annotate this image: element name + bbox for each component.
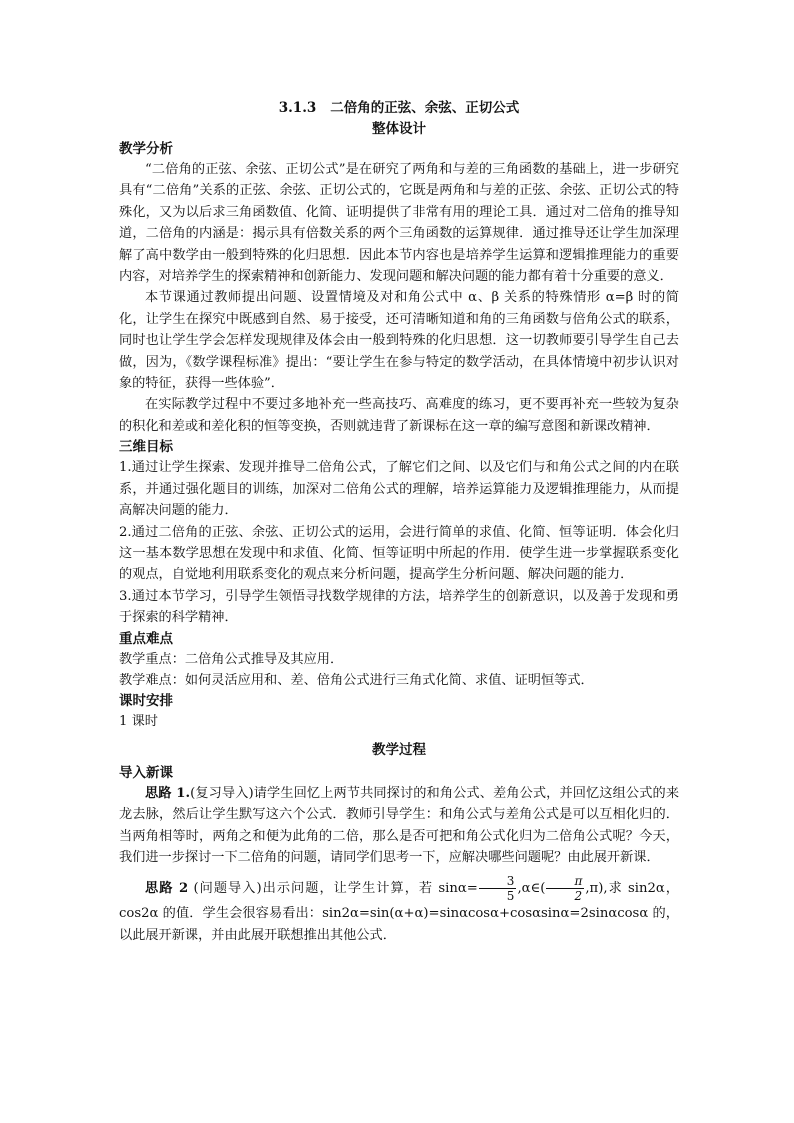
idea-2-mid: ,α∈( <box>517 881 546 897</box>
fraction-3-5 <box>479 874 517 903</box>
fraction-3-5-numerator: 3 <box>479 874 517 889</box>
document-subtitle: 整体设计 <box>372 121 426 137</box>
idea-2-paragraph <box>119 874 679 946</box>
idea-1-label: 思路 1. <box>145 785 191 801</box>
document-title <box>119 98 679 119</box>
fraction-pi-2-numerator: π <box>546 874 584 889</box>
analysis-paragraph-3: 在实际教学过程中不要过多地补充一些高技巧、高难度的练习，更不要再补充一些较为复杂的积化和差或和差化积的恒等变换，否则就违背了新课标在这一章的编写意图和新课改精神． <box>119 397 679 434</box>
heading-intro: 导入新课 <box>119 764 173 781</box>
idea-2-post: ,π),求 sin2α，cos2α 的值．学生会很容易看出：sin2α=sin(α+α)=sinαcosα+cosαsinα=2sinαcosα 的，以此展开新课，并由此展开联想推出其他公式． <box>119 881 679 943</box>
difficult-point: 教学难点：如何灵活应用和、差、倍角公式进行三角式化简、求值、证明恒等式． <box>119 672 594 688</box>
heading-goals: 三维目标 <box>119 439 173 456</box>
idea-2-label: 思路 2 <box>145 881 189 897</box>
goal-2: 2.通过二倍角的正弦、余弦、正切公式的运用，会进行简单的求值、化简、恒等证明．体会化归这一基本数学思想在发现中和求值、化简、恒等证明中所起的作用．使学生进一步掌握联系变化的观点，自觉地利用联系变化的观点来分析问题，提高学生分析问题、解决问题的能力． <box>119 524 679 583</box>
fraction-pi-2 <box>546 874 584 903</box>
document-page <box>119 98 679 946</box>
fraction-3-5-denominator: 5 <box>506 889 515 904</box>
heading-schedule: 课时安排 <box>119 693 173 710</box>
idea-2-pre: (问题导入)出示问题，让学生计算，若 sinα= <box>193 881 478 897</box>
title-text: 二倍角的正弦、余弦、正切公式 <box>330 100 520 116</box>
heading-analysis: 教学分析 <box>119 141 173 157</box>
goal-1: 1.通过让学生探索、发现并推导二倍角公式，了解它们之间、以及它们与和角公式之间的内在联系，并通过强化题目的训练，加深对二倍角公式的理解，培养运算能力及逻辑推理能力，从而提高解决问题的能力． <box>119 460 679 519</box>
heading-process: 教学过程 <box>372 741 426 758</box>
schedule-value: 1 课时 <box>119 714 158 730</box>
key-point: 教学重点：二倍角公式推导及其应用． <box>119 651 344 667</box>
section-number: 3.1.3 <box>278 100 317 116</box>
idea-1-paragraph <box>119 783 679 869</box>
goal-3: 3.通过本节学习，引导学生领悟寻找数学规律的方法，培养学生的创新意识，以及善于发现和勇于探索的科学精神． <box>119 588 679 626</box>
analysis-paragraph-1: “二倍角的正弦、余弦、正切公式”是在研究了两角和与差的三角函数的基础上，进一步研究具有“二倍角”关系的正弦、余弦、正切公式的，它既是两角和与差的正弦、余弦、正切公式的特殊化，又为以后求三角函数值、化简、证明提供了非常有用的理论工具．通过对二倍角的推导知道，二倍角的内涵是：揭示具有倍数关系的两个三角函数的运算规律．通过推导还让学生加深理解了高中数学由一般到特殊的化归思想．因此本节内容也是培养学生运算和逻辑推理能力的重要内容，对培养学生的探索精神和创新能力、发现问题和解决问题的能力都有着十分重要的意义． <box>119 162 679 285</box>
idea-1-text: (复习导入)请学生回忆上两节共同探讨的和角公式、差角公式，并回忆这组公式的来龙去脉，然后让学生默写这六个公式．教师引导学生：和角公式与差角公式是可以互相化归的．当两角相等时，两角之和便为此角的二倍，那么是否可把和角公式化归为二倍角公式呢？今天，我们进一步探讨一下二倍角的问题，请同学们思考一下，应解决哪些问题呢？由此展开新课． <box>119 785 680 865</box>
analysis-paragraph-2: 本节课通过教师提出问题、设置情境及对和角公式中 α、β 关系的特殊情形 α=β 时的简化，让学生在探究中既感到自然、易于接受，还可清晰知道和角的三角函数与倍角公式的联系，同时也让学生学会怎样发现规律及体会由一般到特殊的化归思想．这一切教师要引导学生自己去做，因为，《数学课程标准》提出：“要让学生在参与特定的数学活动，在具体情境中初步认识对象的特征，获得一些体验”． <box>119 290 679 392</box>
heading-keypoints: 重点难点 <box>119 630 173 647</box>
fraction-pi-2-denominator: 2 <box>574 889 583 904</box>
